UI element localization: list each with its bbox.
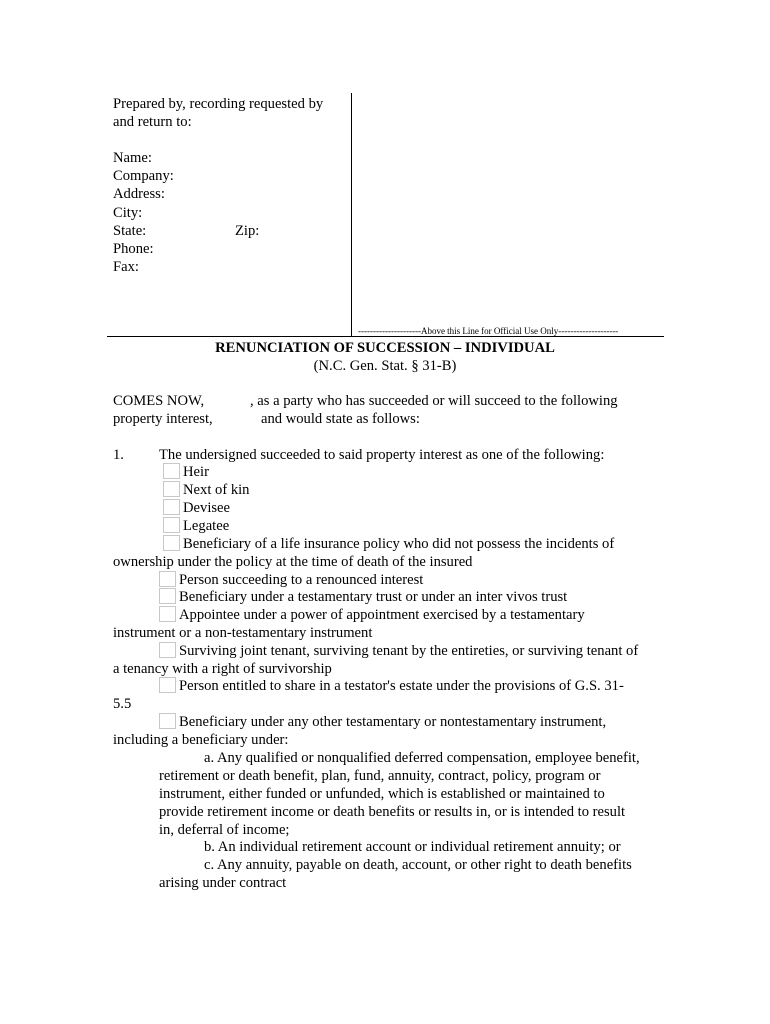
other-instrument-checkbox[interactable]	[159, 713, 176, 729]
surviving-tenant-checkbox[interactable]	[159, 642, 176, 658]
name-label: Name:	[113, 150, 152, 166]
prepared-by-line2: and return to:	[113, 114, 192, 130]
city-label: City:	[113, 205, 143, 221]
comes-now-text: COMES NOW,	[113, 393, 205, 409]
other-instrument-label-cont: including a beneficiary under:	[113, 732, 289, 748]
phone-label: Phone:	[113, 241, 154, 257]
testator-share-label-cont: 5.5	[113, 696, 132, 712]
life-insurance-beneficiary-label: Beneficiary of a life insurance policy who did not possess the incidents of	[183, 536, 615, 552]
prepared-by-line1: Prepared by, recording requested by	[113, 96, 324, 112]
testator-share-label: Person entitled to share in a testator's estate under the provisions of G.S. 31-	[179, 678, 624, 694]
sub-item-a-line4: provide retirement income or death benefits or results in, or is intended to result	[159, 804, 626, 820]
legatee-checkbox[interactable]	[163, 517, 180, 533]
sub-item-a-line2: retirement or death benefit, plan, fund, annuity, contract, policy, program or	[159, 768, 601, 784]
heir-checkbox[interactable]	[163, 463, 180, 479]
property-interest-text: property interest,	[113, 411, 213, 427]
official-use-line: ---------------------Above this Line for Official Use Only--------------------	[358, 326, 619, 336]
state-follows-text: and would state as follows:	[261, 411, 420, 427]
sub-item-a-line3: instrument, either funded or unfunded, which is established or maintained to	[159, 786, 605, 802]
sub-item-a-line1: a. Any qualified or nonqualified deferred compensation, employee benefit,	[204, 750, 640, 766]
appointee-label-cont: instrument or a non-testamentary instrument	[113, 625, 373, 641]
renounced-interest-label: Person succeeding to a renounced interest	[179, 572, 424, 588]
party-text: , as a party who has succeeded or will succeed to the following	[250, 393, 618, 409]
next-of-kin-label: Next of kin	[183, 482, 250, 498]
heir-label: Heir	[183, 464, 209, 480]
trust-beneficiary-label: Beneficiary under a testamentary trust or under an inter vivos trust	[179, 589, 568, 605]
sub-item-c-line2: arising under contract	[159, 875, 287, 891]
life-insurance-beneficiary-checkbox[interactable]	[163, 535, 180, 551]
header-divider-vertical	[351, 93, 352, 336]
sub-item-b: b. An individual retirement account or individual retirement annuity; or	[204, 839, 621, 855]
trust-beneficiary-checkbox[interactable]	[159, 588, 176, 604]
sub-item-a-line5: in, deferral of income;	[159, 822, 290, 838]
document-title: RENUNCIATION OF SUCCESSION – INDIVIDUAL	[215, 340, 555, 356]
address-label: Address:	[113, 186, 165, 202]
next-of-kin-checkbox[interactable]	[163, 481, 180, 497]
other-instrument-label: Beneficiary under any other testamentary or nontestamentary instrument,	[179, 714, 607, 730]
document-subtitle: (N.C. Gen. Stat. § 31-B)	[313, 358, 457, 374]
section-number: 1.	[113, 447, 124, 463]
devisee-label: Devisee	[183, 500, 231, 516]
surviving-tenant-label: Surviving joint tenant, surviving tenant by the entireties, or surviving tenant of	[179, 643, 639, 659]
state-label: State:	[113, 223, 147, 239]
appointee-label: Appointee under a power of appointment exercised by a testamentary	[179, 607, 585, 623]
renounced-interest-checkbox[interactable]	[159, 571, 176, 587]
zip-label: Zip:	[235, 223, 260, 239]
fax-label: Fax:	[113, 259, 139, 275]
testator-share-checkbox[interactable]	[159, 677, 176, 693]
header-divider-horizontal	[107, 336, 664, 337]
surviving-tenant-label-cont: a tenancy with a right of survivorship	[113, 661, 332, 677]
legatee-label: Legatee	[183, 518, 230, 534]
company-label: Company:	[113, 168, 174, 184]
section-heading: The undersigned succeeded to said property interest as one of the following:	[159, 447, 605, 463]
appointee-checkbox[interactable]	[159, 606, 176, 622]
life-insurance-beneficiary-label-cont: ownership under the policy at the time of death of the insured	[113, 554, 473, 570]
devisee-checkbox[interactable]	[163, 499, 180, 515]
sub-item-c-line1: c. Any annuity, payable on death, account, or other right to death benefits	[204, 857, 632, 873]
